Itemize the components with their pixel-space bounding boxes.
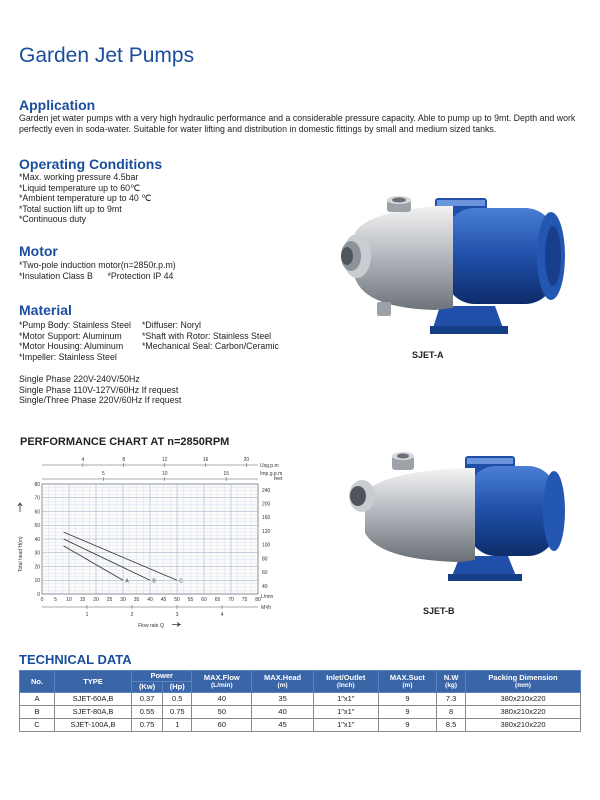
curve-label-B: B: [152, 578, 156, 585]
impgpm-tick-label: 10: [161, 471, 168, 477]
chart-title: PERFORMANCE CHART AT n=2850RPM: [20, 436, 230, 448]
application-line: perfectly even in soda-water. Suitable for water lifting and distribution in domestic fittings by small and medium sized tanks.: [19, 123, 497, 134]
material-item: *Impeller: Stainless Steel: [19, 351, 117, 362]
y-tick-label: 70: [34, 495, 40, 502]
feet-unit-label: feet: [274, 476, 283, 482]
col-max-flow: MAX.Flow (L/min): [192, 671, 252, 693]
x-tick-label: 0: [40, 597, 44, 603]
cell-inlet: 1"x1": [313, 706, 378, 719]
cell-type: SJET-100A,B: [55, 719, 132, 732]
feet-tick-label: 240: [262, 487, 271, 494]
cell-kw: 0.37: [132, 693, 163, 706]
cell-flow: 60: [192, 719, 252, 732]
feet-tick-label: 200: [262, 501, 271, 508]
impgpm-tick-label: 15: [223, 471, 229, 477]
cell-pack: 380x210x220: [466, 693, 581, 706]
curve-label-C: C: [179, 578, 183, 585]
x-tick-label: 70: [228, 597, 234, 603]
y-tick-label: 30: [34, 550, 40, 557]
table-row: [20, 706, 581, 719]
motor-item: *Insulation Class B *Protection IP 44: [19, 270, 174, 281]
pump-sjet-a-image: [325, 178, 565, 343]
x-tick-label: 5: [54, 597, 57, 603]
cell-suct: 9: [378, 706, 437, 719]
operating-item: *Liquid temperature up to 60℃: [19, 182, 140, 193]
y-axis-label: Total head H(m): [18, 536, 24, 572]
cell-hp: 0.5: [163, 693, 192, 706]
m3h-tick-label: 2: [130, 612, 134, 618]
m3h-tick-label: 3: [175, 612, 179, 618]
cell-nw: 8.5: [437, 719, 466, 732]
flow-rate-arrow-icon: [172, 623, 180, 627]
pump-sjet-b-image: [340, 448, 565, 590]
power-supply-item: Single Phase 220V-240V/50Hz: [19, 374, 140, 384]
x-tick-label: 20: [93, 597, 99, 603]
cell-type: SJET-80A,B: [55, 706, 132, 719]
cell-flow: 50: [192, 706, 252, 719]
cell-pack: 380x210x220: [466, 706, 581, 719]
application-heading: Application: [19, 97, 96, 113]
motor-list: [19, 260, 176, 281]
x-tick-label: 80: [255, 597, 261, 603]
material-item: *Shaft with Rotor: Stainless Steel: [142, 330, 272, 341]
y-tick-label: 50: [34, 523, 40, 530]
power-supply-item: Single/Three Phase 220V/60Hz If request: [19, 395, 182, 405]
operating-item: *Continuous duty: [19, 214, 86, 224]
tech-heading: TECHNICAL DATA: [19, 652, 132, 667]
curve-label-A: A: [125, 578, 129, 585]
usgpm-unit-label: Usg.p.m: [260, 463, 279, 469]
x-unit-label: L/min: [261, 594, 274, 600]
table-row: [20, 719, 581, 732]
y-tick-label: 60: [34, 509, 40, 516]
impgpm-unit-label: Imp.g.p.m: [260, 471, 283, 477]
cell-head: 45: [252, 719, 314, 732]
feet-tick-label: 80: [262, 556, 268, 563]
x-tick-label: 15: [79, 597, 86, 603]
cell-no: B: [20, 706, 55, 719]
x-tick-label: 65: [214, 597, 221, 603]
usgpm-tick-label: 12: [161, 457, 168, 463]
col-no: No.: [20, 671, 55, 693]
cell-nw: 8: [437, 706, 466, 719]
y-tick-label: 10: [34, 578, 40, 585]
cell-suct: 9: [378, 719, 437, 732]
feet-tick-label: 60: [262, 570, 268, 577]
y-tick-label: 80: [34, 481, 40, 488]
cell-suct: 9: [378, 693, 437, 706]
motor-heading: Motor: [19, 243, 58, 259]
cell-flow: 40: [192, 693, 252, 706]
material-item: *Pump Body: Stainless Steel: [19, 320, 131, 330]
col-inlet-outlet: Inlet/Outlet (Inch): [313, 671, 378, 693]
material-left-list: [19, 320, 131, 362]
usgpm-tick-label: 16: [202, 457, 209, 463]
feet-tick-label: 100: [262, 542, 271, 549]
cell-head: 40: [252, 706, 314, 719]
x-tick-label: 10: [66, 597, 72, 603]
head-arrow-icon: [18, 503, 22, 512]
col-packing: Packing Dimension (mm): [466, 671, 581, 693]
power-supply-item: Single Phase 110V-127V/60Hz If request: [19, 384, 179, 395]
usgpm-tick-label: 4: [81, 457, 85, 463]
material-heading: Material: [19, 302, 72, 318]
application-text: [19, 113, 575, 134]
material-item: *Mechanical Seal: Carbon/Ceramic: [142, 341, 279, 351]
x-tick-label: 50: [174, 597, 180, 603]
usgpm-tick-label: 8: [122, 457, 126, 463]
feet-tick-label: 120: [262, 528, 271, 535]
m3h-tick-label: 1: [85, 612, 89, 618]
cell-hp: 0.75: [163, 706, 192, 719]
motor-item: *Two-pole induction motor(n=2850r.p.m): [19, 260, 176, 270]
y-tick-label: 0: [37, 591, 40, 598]
x-tick-label: 45: [160, 597, 167, 603]
material-item: *Motor Support: Aluminum: [19, 330, 122, 341]
technical-data-table: [19, 670, 581, 732]
operating-heading: Operating Conditions: [19, 156, 163, 172]
cell-nw: 7.3: [437, 693, 466, 706]
col-nw: N.W (kg): [437, 671, 466, 693]
col-hp: (Hp): [163, 682, 192, 693]
pump-a-caption: SJET-A: [412, 350, 444, 360]
operating-item: *Max. working pressure 4.5bar: [19, 172, 139, 182]
material-right-list: [142, 320, 279, 352]
operating-item: *Total suction lift up to 9mt: [19, 203, 122, 214]
cell-kw: 0.75: [132, 719, 163, 732]
cell-inlet: 1"x1": [313, 693, 378, 706]
x-tick-label: 35: [133, 597, 140, 603]
col-kw: (Kw): [132, 682, 163, 693]
col-max-head: MAX.Head (m): [252, 671, 314, 693]
feet-tick-label: 160: [262, 515, 271, 522]
cell-type: SJET-60A,B: [55, 693, 132, 706]
cell-hp: 1: [163, 719, 192, 732]
col-type: TYPE: [55, 671, 132, 693]
impgpm-tick-label: 5: [101, 471, 105, 477]
usgpm-tick-label: 20: [243, 457, 250, 463]
flow-rate-label: Flow rate Q: [138, 623, 164, 629]
m3h-tick-label: 4: [220, 612, 224, 618]
pump-b-caption: SJET-B: [423, 606, 455, 616]
x-tick-label: 40: [147, 597, 153, 603]
col-max-suct: MAX.Suct (m): [378, 671, 437, 693]
col-power: Power: [132, 671, 192, 682]
x-tick-label: 25: [106, 597, 113, 603]
table-header-row: [20, 671, 581, 682]
operating-list: [19, 172, 151, 225]
cell-no: A: [20, 693, 55, 706]
cell-kw: 0.55: [132, 706, 163, 719]
y-tick-label: 40: [34, 536, 40, 543]
cell-head: 35: [252, 693, 314, 706]
cell-no: C: [20, 719, 55, 732]
cell-inlet: 1"x1": [313, 719, 378, 732]
x-tick-label: 30: [120, 597, 126, 603]
material-item: *Motor Housing: Aluminum: [19, 341, 124, 351]
x-tick-label: 60: [201, 597, 207, 603]
cell-pack: 380x210x220: [466, 719, 581, 732]
material-item: *Diffuser: Noryl: [142, 320, 201, 330]
feet-tick-label: 40: [262, 583, 268, 590]
page-title: Garden Jet Pumps: [19, 44, 195, 67]
application-line: Garden jet water pumps with a very high hydraulic performance and a considerable pressure capacity. Able to pump up to 9mt. Depth and work: [19, 113, 576, 123]
power-supply-list: [19, 374, 181, 406]
x-tick-label: 55: [187, 597, 194, 603]
y-tick-label: 20: [34, 564, 40, 571]
performance-chart: [10, 452, 300, 642]
table-row: [20, 693, 581, 706]
operating-item: *Ambient temperature up to 40 ℃: [19, 193, 152, 203]
x-tick-label: 75: [241, 597, 248, 603]
m3h-unit-label: M³/h: [261, 605, 271, 611]
